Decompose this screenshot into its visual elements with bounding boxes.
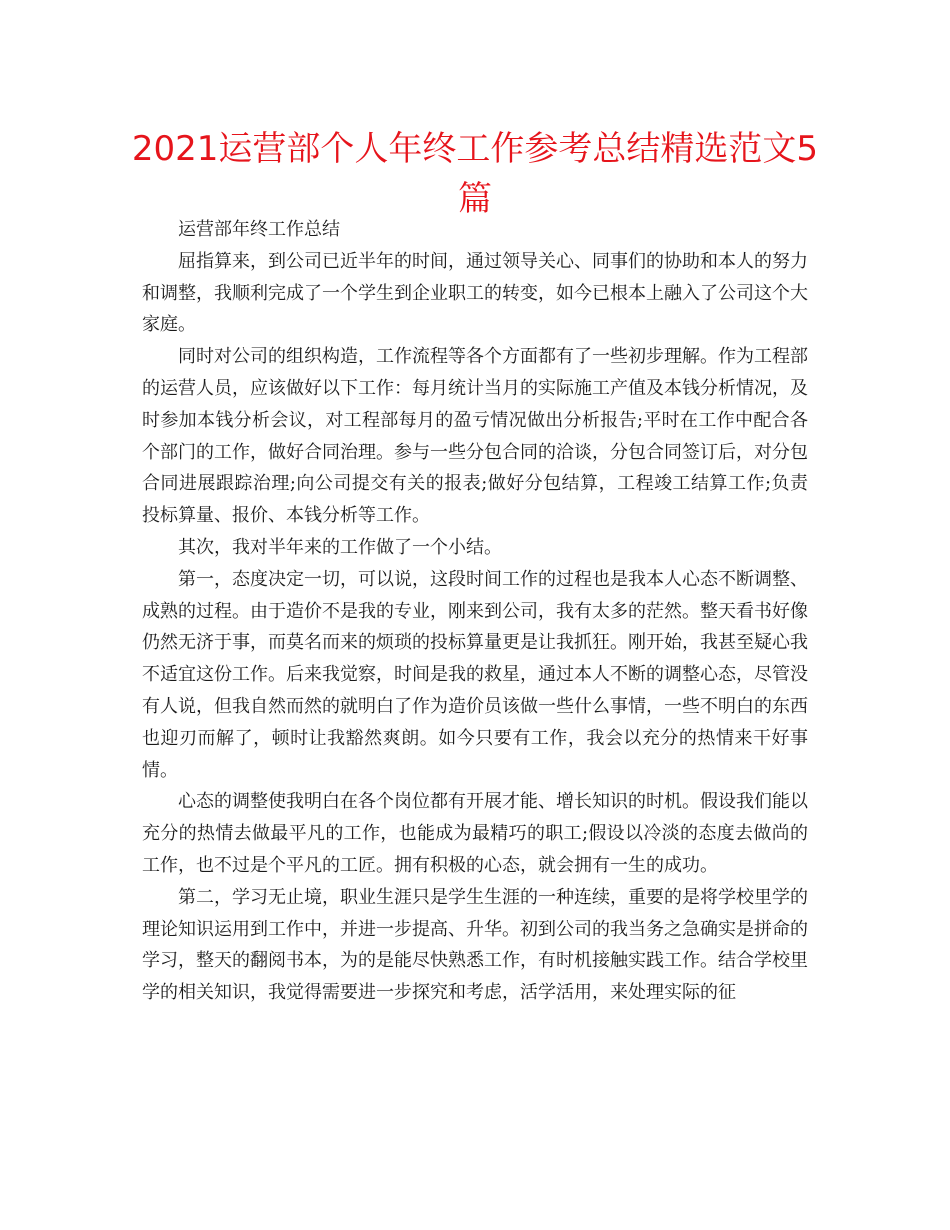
paragraph: 同时对公司的组织构造，工作流程等各个方面都有了一些初步理解。作为工程部的运营人员，应该做好以下工作：每月统计当月的实际施工产值及本钱分析情况，及时参加本钱分析会议，对工程部每月的盈亏情况做出分析报告;平时在工作中配合各个部门的工作，做好合同治理。参与一些分包合同的洽谈，分包合同签订后，对分包合同进展跟踪治理;向公司提交有关的报表;做好分包结算，工程竣工结算工作;负责投标算量、报价、本钱分析等工作。 — [142, 346, 808, 527]
paragraph: 屈指算来，到公司已近半年的时间，通过领导关心、同事们的协助和本人的努力和调整，我顺利完成了一个学生到企业职工的转变，如今已根本上融入了公司这个大家庭。 — [142, 250, 808, 336]
paragraph: 第一，态度决定一切，可以说，这段时间工作的过程也是我本人心态不断调整、成熟的过程。由于造价不是我的专业，刚来到公司，我有太多的茫然。整天看书好像仍然无济于事，而莫名而来的烦琐的投标算量更是让我抓狂。刚开始，我甚至疑心我不适宜这份工作。后来我觉察，时间是我的救星，通过本人不断的调整心态，尽管没有人说，但我自然而然的就明白了作为造价员该做一些什么事情，一些不明白的东西也迎刃而解了，顿时让我豁然爽朗。如今只要有工作，我会以充分的热情来干好事情。 — [142, 568, 808, 781]
section-heading: 运营部年终工作总结 — [178, 219, 340, 240]
document-title: 2021运营部个人年终工作参考总结精选范文5篇 — [131, 129, 819, 219]
paragraph: 其次，我对半年来的工作做了一个小结。 — [178, 536, 502, 558]
paragraph: 心态的调整使我明白在各个岗位都有开展才能、增长知识的时机。假设我们能以充分的热情去做最平凡的工作，也能成为最精巧的职工;假设以冷淡的态度去做尚的工作，也不过是个平凡的工匠。拥有积极的心态，就会拥有一生的成功。 — [142, 791, 808, 876]
document-body — [142, 214, 808, 1009]
paragraph: 第二，学习无止境，职业生涯只是学生生涯的一种连续，重要的是将学校里学的理论知识运用到工作中，并进一步提高、升华。初到公司的我当务之急确实是拼命的学习，整天的翻阅书本，为的是能尽快熟悉工作，有时机接触实践工作。结合学校里学的相关知识，我觉得需要进一步探究和考虑，活学活用，来处理实际的征 — [142, 886, 808, 1004]
